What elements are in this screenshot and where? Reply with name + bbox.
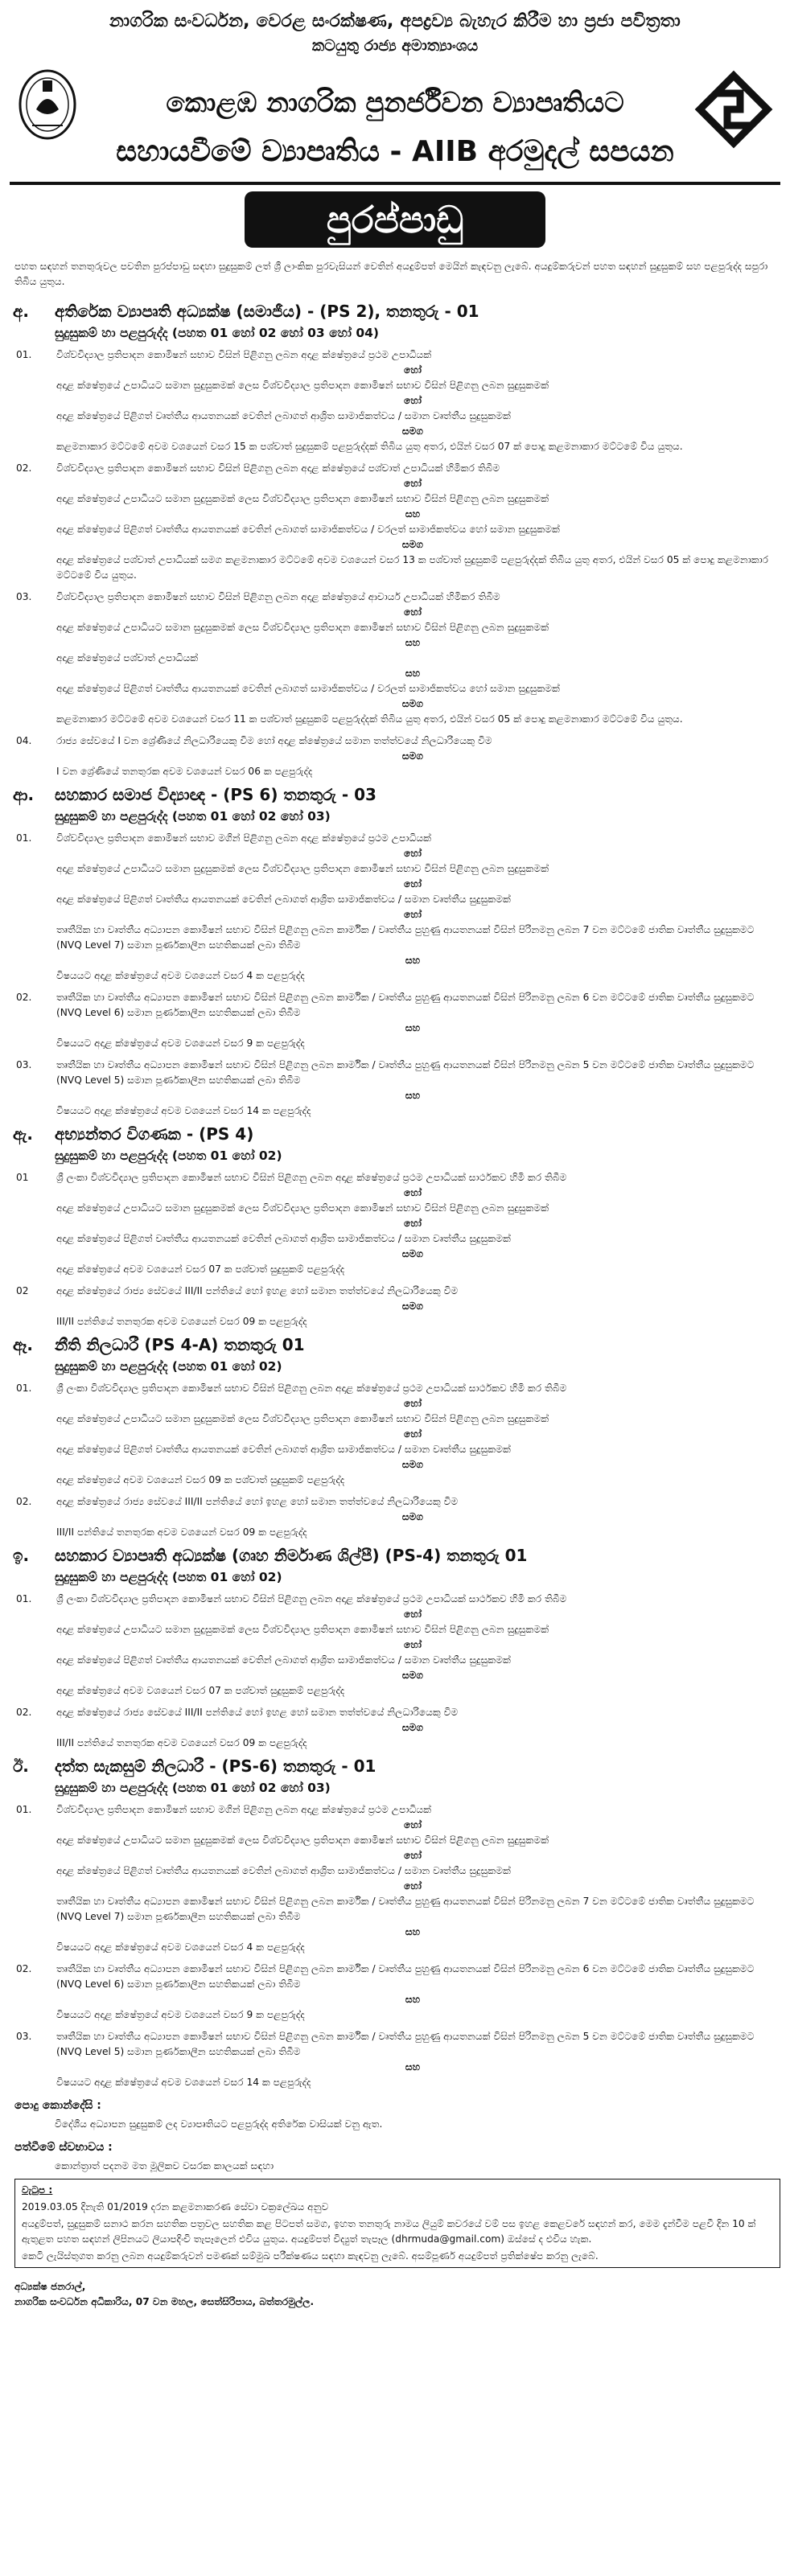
appointment-type-text: කොන්ත්‍රාත් පදනම මත මූලිකව වසරක කාලයක් සඳහා [55,2160,274,2171]
item-line: අදාළ ක්ෂේත්‍රයේ අවම වශයෙන් වසර 09 ක පශ්චාත් සුදුසුකම් පළපුරුද්ද [56,1474,345,1485]
item-number: 01. [16,1804,32,1815]
item-line: අදාළ ක්ෂේත්‍රයේ උපාධියට සමාන සුදුසුකමක් ලෙස විශ්වවිද්‍යාල ප්‍රතිපාදන කොමිෂන් සභාව විසින් පිළිගනු ලබන සුදුසුකමක් [56,493,549,504]
vacancy-section [10,1756,780,2090]
item-body [56,1962,780,2023]
item-body [56,1284,780,1329]
item-body [56,1592,780,1699]
qualification-item [10,733,780,779]
item-number: 01. [16,1382,32,1394]
connector-word: සහ [405,1090,421,1101]
item-number: 01. [16,349,32,360]
item-number: 01. [16,832,32,844]
qualification-item [10,1592,780,1699]
item-line: තෘතීයික හා වෘත්තීය අධ්‍යාපන කොමිෂන් සභාව විසින් පිළිගනු ලබන කාර්මික / වෘත්තීය පුහුණු ආයතනයක් විසින් පිරිනමනු ලබන 5 වන මට්ටමේ ජාතික වෘත්තීය සුදුසුකමට (NVQ Level 5) සමාන පූර්ණකාලීන සහතිකයක් ලබා තිබීම [56,2031,755,2057]
header-divider [10,182,780,185]
connector-word: හෝ [404,1608,422,1620]
item-line: අදාළ ක්ෂේත්‍රයේ අවම වශයෙන් වසර 07 ක පශ්චාත් සුදුසුකම් පළපුරුද්ද [56,1263,345,1275]
qualifications-heading: සුදුසුකම් හා පළපුරුද්ද (පහත 01 හෝ 02) [55,1359,282,1374]
item-line: අදාළ ක්ෂේත්‍රයේ පිළිගත් වෘත්තීය ආයතනයක් වෙතින් ලබාගත් ආශ්‍රිත සාමාජිකත්වය / සමාන වෘත්තීය සුදුසුකමක් [56,410,511,421]
connector-word: සමග [401,698,424,709]
item-number: 03. [16,2031,32,2042]
item-number: 04. [16,735,32,746]
item-line: අදාළ ක්ෂේත්‍රයේ රාජ්‍ය සේවයේ III/II පන්තියේ හෝ ඉහළ හෝ සමාන තත්ත්වයේ නිලධාරියෙකු විම [56,1285,459,1296]
connector-word: සහ [405,1022,421,1033]
shortlist-note: කෙටි ලැයිස්තුගත කරනු ලබන අයදුම්කරුවන් පමණක් සම්මුඛ පරීක්ෂණය සඳහා කැඳවනු ලැබේ. අසම්පූර්ණ අයදුම්පත් ප්‍රතික්ෂේප කරනු ලැබේ. [22,2250,599,2262]
project-title-line-1: කොළඹ නාගරික පුනර්ජීවන ව්‍යාපෘතියට [166,87,624,119]
section-marker: ආ. [13,785,35,804]
connector-word: හෝ [404,478,422,489]
vacancy-title [10,787,780,803]
item-number: 02 [16,1285,29,1296]
item-line: අදාළ ක්ෂේත්‍රයේ පිළිගත් වෘත්තීය ආයතනයක් වෙතින් ලබාගත් ආශ්‍රිත සාමාජිකත්වය / සමාන වෘත්තීය සුදුසුකමක් [56,1865,511,1876]
item-body [56,1705,780,1751]
item-line: විශ්වවිද්‍යාල ප්‍රතිපාදන කොමිෂන් සභාව මගින් පිළිගනු ලබන අදාළ ක්ෂේත්‍රයේ ප්‍රථම උපාධියක් [56,832,432,844]
connector-word: හෝ [404,1218,422,1229]
item-line: ශ්‍රී ලංකා විශ්වවිද්‍යාල ප්‍රතිපාදන කොමිෂන් සභාව විසින් පිළිගනු ලබන අදාළ ක්ෂේත්‍රයේ ප්‍රථම උපාධියක් සාර්ථකව හිමි කර තිබීම [56,1172,567,1183]
item-line: තෘතීයික හා වෘත්තීය අධ්‍යාපන කොමිෂන් සභාව විසින් පිළිගනු ලබන කාර්මික / වෘත්තීය පුහුණු ආයතනයක් විසින් පිරිනමනු ලබන 6 වන මට්ටමේ ජාතික වෘත්තීය සුදුසුකමට (NVQ Level 6) සමාන පූර්ණකාලීන සහතිකයක් ලබා තිබීම [56,1963,755,1990]
connector-word: හෝ [404,1850,422,1861]
item-body [56,1802,780,1955]
vacancy-title-text: නීති නිලධාරී (PS 4-A) තනතුරු 01 [55,1335,305,1354]
connector-word: සමග [401,1459,424,1470]
item-line: අදාළ ක්ෂේත්‍රයේ උපාධියට සමාන සුදුසුකමක් ලෙස විශ්වවිද්‍යාල ප්‍රතිපාදන කොමිෂන් සභාව විසින් පිළිගනු ලබන සුදුසුකමක් [56,622,549,633]
vacancy-title-text: සහකාර ව්‍යාපෘති අධ්‍යක්ෂ (ගෘහ නිර්මාණ ශිල්පී) (PS-4) තනතුරු 01 [55,1546,528,1565]
item-line: අදාළ ක්ෂේත්‍රයේ රාජ්‍ය සේවයේ III/II පන්තියේ හෝ ඉහළ හෝ සමාන තත්ත්වයේ නිලධාරියෙකු විම [56,1496,459,1507]
qualifications-heading: සුදුසුකම් හා පළපුරුද්ද (පහත 01 හෝ 02 හෝ 03) [55,809,331,824]
item-line: තෘතීයික හා වෘත්තීය අධ්‍යාපන කොමිෂන් සභාව විසින් පිළිගනු ලබන කාර්මික / වෘත්තීය පුහුණු ආයතනයක් විසින් පිරිනමනු ලබන 5 වන මට්ටමේ ජාතික වෘත්තීය සුදුසුකමට (NVQ Level 5) සමාන පූර්ණකාලීන සහතිකයක් ලබා තිබීම [56,1059,755,1086]
connector-word: හෝ [404,606,422,618]
item-body [56,1058,780,1119]
qualification-item [10,1802,780,1955]
item-number: 01 [16,1172,29,1183]
connector-word: හෝ [404,1187,422,1198]
item-line: III/II පන්තියේ තනතුරක අවම වශයෙන් වසර 09 ක පළපුරුද්ද [56,1737,307,1748]
signature-address: නාගරික සංවර්ධන අධිකාරිය, 07 වන මහල, සෙත්සිරිපාය, බත්තරමුල්ල. [14,2296,315,2307]
item-line: අදාළ ක්ෂේත්‍රයේ උපාධියට සමාන සුදුසුකමක් ලෙස විශ්වවිද්‍යාල ප්‍රතිපාදන කොමිෂන් සභාව විසින් පිළිගනු ලබන සුදුසුකමක් [56,1202,549,1214]
application-instructions: අයදුම්පත්, සුදුසුකම් සනාථ කරන සහතික පත්‍රවල සහතික කළ පිටපත් සමග, ඉහත තනතුරු නාමය ලියුම් කවරයේ වම් පස ඉහළ කෙළවරේ සඳහන් කර, මෙම දැන්වීම පළවී දින 10 ක් ඇතුළත පහත සඳහන් ලිපිනයට ලියාපදිංචි තැපෑලෙන් එවිය යුතුය. අයදුම්පත් විද්‍යුත් තැපෑල (dhrmuda@gmail.com) ඔස්සේ ද එවිය හැක. [22,2218,756,2245]
connector-word: සමග [401,1300,424,1312]
item-line: III/II පන්තියේ තනතුරක අවම වශයෙන් වසර 09 ක පළපුරුද්ද [56,1316,307,1327]
connector-word: හෝ [404,878,422,889]
section-marker: ඊ. [13,1756,29,1776]
item-line: අදාළ ක්ෂේත්‍රයේ පශ්චාත් උපාධියක් සමග කළමනාකාර මට්ටමේ අවම වශයෙන් වසර 13 ක පශ්චාත් සුදුසුකම් පළපුරුද්දක් තිබිය යුතු අතර, එයින් වසර 05 ක් පොදු කළමනාකාර මට්ටමේ විය යුතුය. [56,554,769,581]
vacancy-title [10,304,780,319]
item-body [56,590,780,727]
item-line: රාජ්‍ය සේවයේ I වන ශ්‍රේණියේ නිලධාරියෙකු විම හෝ අදාළ ක්ෂේත්‍රයේ සමාන තත්ත්වයේ නිලධාරියෙකු විම [56,735,492,746]
connector-word: සමග [401,1511,424,1522]
qualification-item [10,347,780,454]
connector-word: හෝ [404,1819,422,1830]
item-line: අදාළ ක්ෂේත්‍රයේ උපාධියට සමාන සුදුසුකමක් ලෙස විශ්වවිද්‍යාල ප්‍රතිපාදන කොමිෂන් සභාව විසින් පිළිගනු ලබන සුදුසුකමක් [56,380,549,391]
vacancy-title [10,1548,780,1563]
qualifications-heading: සුදුසුකම් හා පළපුරුද්ද (පහත 01 හෝ 02) [55,1148,282,1163]
connector-word: හෝ [404,1880,422,1892]
project-title-line-2: සහායවීමේ ව්‍යාපෘතිය - AIIB අරමුදල් සපයන [116,135,674,168]
item-line: විෂයයට අදාළ ක්ෂේත්‍රයේ අවම වශයෙන් වසර 4 ක පළපුරුද්ද [56,1941,305,1953]
item-line: අදාළ ක්ෂේත්‍රයේ පශ්චාත් උපාධියක් [56,652,199,664]
vacancy-title-text: සහකාර සමාජ විද්‍යාඥ - (PS 6) තනතුරු - 03 [55,785,376,804]
item-line: විෂයයට අදාළ ක්ෂේත්‍රයේ අවම වශයෙන් වසර 9 ක පළපුරුද්ද [56,2009,305,2020]
qualification-item [10,1494,780,1540]
qualification-item [10,1058,780,1119]
item-line: අදාළ ක්ෂේත්‍රයේ පිළිගත් වෘත්තීය ආයතනයක් වෙතින් ලබාගත් ආශ්‍රිත සාමාජිකත්වය / සමාන වෘත්තීය සුදුසුකමක් [56,1444,511,1455]
vacancy-section [10,304,780,779]
general-conditions-text: විදේශීය අධ්‍යාපන සුදුසුකම් ලද ව්‍යාපෘතියට පළපුරුද්ද අතිරේක වාසියක් වනු ඇත. [55,2118,383,2130]
item-number: 02. [16,462,32,474]
connector-word: හෝ [404,1428,422,1440]
item-line: තෘතීයික හා වෘත්තීය අධ්‍යාපන කොමිෂන් සභාව විසින් පිළිගනු ලබන කාර්මික / වෘත්තීය පුහුණු ආයතනයක් විසින් පිරිනමනු ලබන 6 වන මට්ටමේ ජාතික වෘත්තීය සුදුසුකමට (NVQ Level 6) සමාන පූර්ණකාලීන සහතිකයක් ලබා තිබීම [56,992,755,1018]
qualification-item [10,2029,780,2090]
qualifications-heading: සුදුසුකම් හා පළපුරුද්ද (පහත 01 හෝ 02 හෝ 03 හෝ 04) [55,326,379,340]
connector-word: සහ [405,508,421,520]
vacancy-title-text: අභ්‍යන්තර විගණක - (PS 4) [55,1124,254,1144]
vacancy-title-text: දත්ත සැකසුම් නිලධාරී - (PS-6) තනතුරු - 01 [55,1756,376,1776]
item-line: අදාළ ක්ෂේත්‍රයේ පිළිගත් වෘත්තීය ආයතනයක් වෙතින් ලබාගත් ආශ්‍රිත සාමාජිකත්වය / සමාන වෘත්තීය සුදුසුකමක් [56,1654,511,1666]
item-body [56,990,780,1051]
item-number: 02. [16,992,32,1003]
section-marker: ඇ. [13,1124,33,1144]
vacancy-title [10,1337,780,1353]
connector-word: සමග [401,1248,424,1259]
item-line: කළමනාකාර මට්ටමේ අවම වශයෙන් වසර 11 ක පශ්චාත් සුදුසුකම් පළපුරුද්දක් තිබිය යුතු අතර, එයින් වසර 05 ක් පොදු කළමනාකාර මට්ටමේ විය යුතුය. [56,713,683,725]
item-line: අදාළ ක්ෂේත්‍රයේ උපාධියට සමාන සුදුසුකමක් ලෙස විශ්වවිද්‍යාල ප්‍රතිපාදන කොමිෂන් සභාව විසින් පිළිගනු ලබන සුදුසුකමක් [56,1834,549,1846]
vacancy-title-text: අතිරේක ව්‍යාපෘති අධ්‍යක්ෂ (සමාජීය) - (PS 2), තනතුරු - 01 [55,302,479,321]
item-line: තෘතීයික හා වෘත්තීය අධ්‍යාපන කොමිෂන් සභාව විසින් පිළිගනු ලබන කාර්මික / වෘත්තීය පුහුණු ආයතනයක් විසින් පිරිනමනු ලබන 7 වන මට්ටමේ ජාතික වෘත්තීය සුදුසුකමට (NVQ Level 7) සමාන පූර්ණකාලීන සහතිකයක් ලබා තිබීම [56,924,755,951]
vacancy-title [10,1756,780,1776]
item-body [56,1170,780,1277]
connector-word: සමග [401,750,424,762]
qualifications-heading: සුදුසුකම් හා පළපුරුද්ද (පහත 01 හෝ 02) [55,1570,282,1584]
section-marker: ඈ. [13,1335,33,1354]
qualification-item [10,1962,780,2023]
connector-word: සමග [401,1722,424,1733]
item-line: විෂයයට අදාළ ක්ෂේත්‍රයේ අවම වශයෙන් වසර 14 ක පළපුරුද්ද [56,2077,311,2088]
signature-title: අධ්‍යක්ෂ ජනරාල්, [14,2281,86,2292]
qualification-item [10,831,780,984]
item-line: විශ්වවිද්‍යාල ප්‍රතිපාදන කොමිෂන් සභාව විසින් පිළිගනු ලබන අදාළ ක්ෂේත්‍රයේ ආචාර්ය උපාධියක් හිමිකර තිබීම [56,591,500,602]
item-number: 02. [16,1707,32,1718]
item-number: 01. [16,1593,32,1604]
item-line: ශ්‍රී ලංකා විශ්වවිද්‍යාල ප්‍රතිපාදන කොමිෂන් සභාව විසින් පිළිගනු ලබන අදාළ ක්ෂේත්‍රයේ ප්‍රථම උපාධියක් සාර්ථකව හිමි කර තිබීම [56,1382,567,1394]
item-line: තෘතීයික හා වෘත්තීය අධ්‍යාපන කොමිෂන් සභාව විසින් පිළිගනු ලබන කාර්මික / වෘත්තීය පුහුණු ආයතනයක් විසින් පිරිනමනු ලබන 7 වන මට්ටමේ ජාතික වෘත්තීය සුදුසුකමට (NVQ Level 7) සමාන පූර්ණකාලීන සහතිකයක් ලබා තිබීම [56,1896,755,1922]
connector-word: හෝ [404,848,422,859]
item-number: 02. [16,1496,32,1507]
connector-word: සහ [405,637,421,648]
section-marker: අ. [13,302,29,321]
connector-word: සහ [405,955,421,966]
appointment-type-title: පත්වීමේ ස්වභාවය : [14,2141,113,2154]
connector-word: හෝ [404,909,422,920]
vacancy-section [10,1548,780,1751]
vacancy-section [10,1124,780,1329]
general-conditions-title: පොදු කොන්දේසි : [14,2099,101,2112]
vacancy-sections [10,304,780,2090]
connector-word: හෝ [404,1398,422,1409]
item-line: අදාළ ක්ෂේත්‍රයේ අවම වශයෙන් වසර 07 ක පශ්චාත් සුදුසුකම් පළපුරුද්ද [56,1685,345,1696]
item-line: විෂයයට අදාළ ක්ෂේත්‍රයේ අවම වශයෙන් වසර 14 ක පළපුරුද්ද [56,1105,311,1116]
item-line: කළමනාකාර මට්ටමේ අවම වශයෙන් වසර 15 ක පශ්චාත් සුදුසුකම් පළපුරුද්දක් තිබිය යුතු අතර, එයින් වසර 07 ක් පොදු කළමනාකාර මට්ටමේ විය යුතුය. [56,441,683,452]
connector-word: සහ [405,1994,421,2005]
item-line: විශ්වවිද්‍යාල ප්‍රතිපාදන කොමිෂන් සභාව විසින් පිළිගනු ලබන අදාළ ක්ෂේත්‍රයේ ප්‍රථම උපාධියක් [56,349,432,360]
salary-title: වැටුප : [22,2184,53,2196]
advertisement-body [10,257,780,2310]
item-line: අදාළ ක්ෂේත්‍රයේ උපාධියට සමාන සුදුසුකමක් ලෙස විශ්වවිද්‍යාල ප්‍රතිපාදන කොමිෂන් සභාව විසින් පිළිගනු ලබන සුදුසුකමක් [56,863,549,874]
vacancies-banner: පුරප්පාඩු [245,191,545,248]
section-marker: ඉ. [13,1546,30,1565]
item-line: I වන ශ්‍රේණියේ තනතුරක අවම වශයෙන් වසර 06 ක පළපුරුද්ද [56,766,313,777]
item-body [56,2029,780,2090]
connector-word: සහ [405,2061,421,2073]
item-number: 03. [16,1059,32,1070]
item-body [56,1381,780,1488]
qualification-item [10,1170,780,1277]
item-line: අදාළ ක්ෂේත්‍රයේ උපාධියට සමාන සුදුසුකමක් ලෙස විශ්වවිද්‍යාල ප්‍රතිපාදන කොමිෂන් සභාව විසින් පිළිගනු ලබන සුදුසුකමක් [56,1624,549,1635]
connector-word: සමග [401,425,424,437]
vacancy-section [10,787,780,1119]
connector-word: සමග [401,1670,424,1681]
connector-word: සහ [405,668,421,679]
qualification-item [10,1284,780,1329]
qualification-item [10,461,780,583]
item-number: 02. [16,1963,32,1974]
connector-word: සහ [405,1926,421,1937]
qualifications-heading: සුදුසුකම් හා පළපුරුද්ද (පහත 01 හෝ 02 හෝ 03) [55,1781,331,1795]
item-line: විශ්වවිද්‍යාල ප්‍රතිපාදන කොමිෂන් සභාව මගින් පිළිගනු ලබන අදාළ ක්ෂේත්‍රයේ ප්‍රථම උපාධියක් [56,1804,432,1815]
item-line: III/II පන්තියේ තනතුරක අවම වශයෙන් වසර 09 ක පළපුරුද්ද [56,1526,307,1538]
item-body [56,831,780,984]
ministry-line-1: නාගරික සංවර්ධන, වෙරළ සංරක්ෂණ, අපද්‍රව්‍ය බැහැර කිරීම හා ප්‍රජා පවිත්‍රතා [109,11,681,31]
item-line: අදාළ ක්ෂේත්‍රයේ පිළිගත් වෘත්තීය ආයතනයක් වෙතින් ලබාගත් සාමාජිකත්වය / වරලත් සාමාජිකත්වය හෝ සමාන සුදුසුකමක් [56,524,560,535]
qualification-item [10,1381,780,1488]
qualification-item [10,1705,780,1751]
item-body [56,461,780,583]
item-line: අදාළ ක්ෂේත්‍රයේ පිළිගත් වෘත්තීය ආයතනයක් වෙතින් ලබාගත් ආශ්‍රිත සාමාජිකත්වය / සමාන වෘත්තීය සුදුසුකමක් [56,1233,511,1244]
ministry-line-2: කටයුතු රාජ්‍ය අමාත්‍යාංශය [311,37,479,55]
item-body [56,347,780,454]
qualification-item [10,590,780,727]
connector-word: සමග [401,539,424,550]
qualification-item [10,990,780,1051]
item-line: අදාළ ක්ෂේත්‍රයේ පිළිගත් වෘත්තීය ආයතනයක් වෙතින් ලබාගත් සාමාජිකත්වය / වරලත් සාමාජිකත්වය හෝ සමාන සුදුසුකමක් [56,683,560,694]
connector-word: හෝ [404,364,422,376]
connector-word: හෝ [404,395,422,406]
item-line: අදාළ ක්ෂේත්‍රයේ රාජ්‍ය සේවයේ III/II පන්තියේ හෝ ඉහළ හෝ සමාන තත්ත්වයේ නිලධාරියෙකු විම [56,1707,459,1718]
vacancy-title [10,1124,780,1144]
connector-word: හෝ [404,1639,422,1650]
intro-paragraph: පහත සඳහන් තනතුරුවල පවතින පුරප්පාඩු සඳහා සුදුසුකම් ලත් ශ්‍රී ලාංකික පුරවැසියන් වෙතින් අයදුම්පත් මෙයින් කැඳවනු ලැබේ. අයදුම්කරුවන් පහත සඳහන් සුදුසුකම් සහ පළපුරුද්ද සපුරා තිබිය යුතුය. [14,261,768,287]
item-line: අදාළ ක්ෂේත්‍රයේ උපාධියට සමාන සුදුසුකමක් ලෙස විශ්වවිද්‍යාල ප්‍රතිපාදන කොමිෂන් සභාව විසින් පිළිගනු ලබන සුදුසුකමක් [56,1413,549,1424]
item-line: විශ්වවිද්‍යාල ප්‍රතිපාදන කොමිෂන් සභාව විසින් පිළිගනු ලබන අදාළ ක්ෂේත්‍රයේ පශ්චාත් උපාධියක් හිමිකර තිබීම [56,462,500,474]
vacancy-section [10,1337,780,1540]
item-line: ශ්‍රී ලංකා විශ්වවිද්‍යාල ප්‍රතිපාදන කොමිෂන් සභාව විසින් පිළිගනු ලබන අදාළ ක්ෂේත්‍රයේ ප්‍රථම උපාධියක් සාර්ථකව හිමි කර තිබීම [56,1593,567,1604]
item-number: 03. [16,591,32,602]
salary-line: 2019.03.05 දිනැති 01/2019 දරන කළමනාකරණ සේවා චක්‍රලේඛය අනුව [22,2201,329,2212]
item-line: අදාළ ක්ෂේත්‍රයේ පිළිගත් වෘත්තීය ආයතනයක් වෙතින් ලබාගත් ආශ්‍රිත සාමාජිකත්වය / සමාන වෘත්තීය සුදුසුකමක් [56,894,511,905]
item-line: විෂයයට අදාළ ක්ෂේත්‍රයේ අවම වශයෙන් වසර 9 ක පළපුරුද්ද [56,1037,305,1049]
item-body [56,733,780,779]
item-line: විෂයයට අදාළ ක්ෂේත්‍රයේ අවම වශයෙන් වසර 4 ක පළපුරුද්ද [56,970,305,981]
salary-notes-box [14,2179,780,2268]
item-body [56,1494,780,1540]
